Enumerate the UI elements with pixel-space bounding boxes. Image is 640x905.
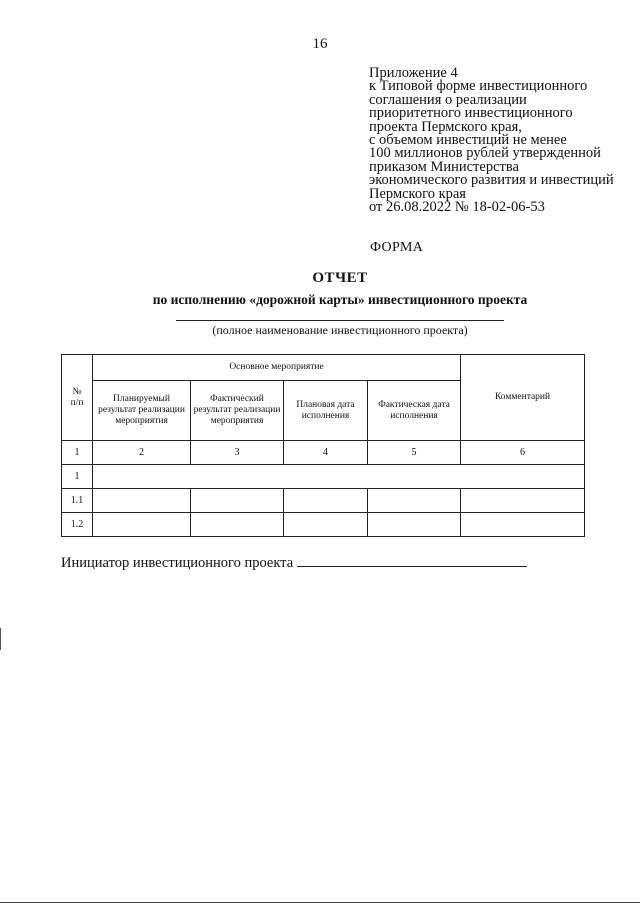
appendix-line: Пермского края: [369, 185, 466, 202]
report-title: ОТЧЕТ: [312, 270, 368, 286]
header-main-event: Основное мероприятие: [93, 355, 461, 381]
table-cell: [191, 489, 284, 513]
table-cell: [461, 513, 585, 537]
margin-mark: [0, 628, 1, 650]
column-number: 6: [461, 441, 585, 465]
appendix-line: проекта Пермского края,: [369, 118, 522, 135]
page-bottom-edge: [0, 902, 640, 903]
row-number: 1: [62, 465, 93, 489]
table-cell: [93, 513, 191, 537]
initiator-label: Инициатор инвестиционного проекта: [61, 555, 294, 571]
appendix-line: Приложение 4: [369, 65, 458, 81]
report-table: [61, 354, 585, 537]
table-cell: [461, 489, 585, 513]
table-cell: [284, 513, 368, 537]
column-number: 2: [93, 441, 191, 465]
initiator-line: [61, 555, 527, 572]
table-row: [62, 465, 585, 489]
table-cell: [93, 489, 191, 513]
table-cell: [368, 513, 461, 537]
appendix-line: приказом Министерства: [369, 158, 519, 175]
appendix-line: соглашения о реализации: [369, 91, 527, 108]
appendix-line: от 26.08.2022 № 18-02-06-53: [369, 199, 545, 216]
header-actual-date: Фактическая дата исполнения: [368, 381, 461, 441]
table-cell: [191, 513, 284, 537]
form-label: ФОРМА: [370, 240, 424, 255]
table-cell: [284, 489, 368, 513]
project-name-caption: (полное наименование инвестиционного проекта): [212, 323, 468, 337]
column-number: 1: [62, 441, 93, 465]
row-merged-cell: [93, 465, 585, 489]
header-number: № п/п: [62, 355, 93, 441]
project-name-line: [176, 320, 504, 321]
appendix-line: приоритетного инвестиционного: [369, 105, 573, 122]
header-planned-date: Плановая дата исполнения: [284, 381, 368, 441]
row-number: 1.1: [62, 489, 93, 513]
appendix-line: к Типовой форме инвестиционного: [369, 78, 588, 95]
appendix-line: 100 миллионов рублей утвержденной: [369, 145, 601, 162]
appendix-line: экономического развития и инвестиций: [369, 172, 614, 189]
column-number: 3: [191, 441, 284, 465]
initiator-signature-line: [297, 556, 527, 567]
table-row: [62, 513, 585, 537]
row-number: 1.2: [62, 513, 93, 537]
column-number: 5: [368, 441, 461, 465]
header-actual-result: Фактический результат реализации мероприятия: [191, 381, 284, 441]
header-planned-result: Планируемый результат реализации мероприятия: [93, 381, 191, 441]
header-comment: Комментарий: [461, 355, 585, 441]
appendix-block: [369, 67, 634, 214]
table-cell: [368, 489, 461, 513]
report-subtitle: по исполнению «дорожной карты» инвестиционного проекта: [152, 292, 528, 307]
appendix-line: с объемом инвестиций не менее: [369, 132, 567, 149]
page-number: 16: [312, 36, 328, 52]
column-number: 4: [284, 441, 368, 465]
table-row: [62, 489, 585, 513]
